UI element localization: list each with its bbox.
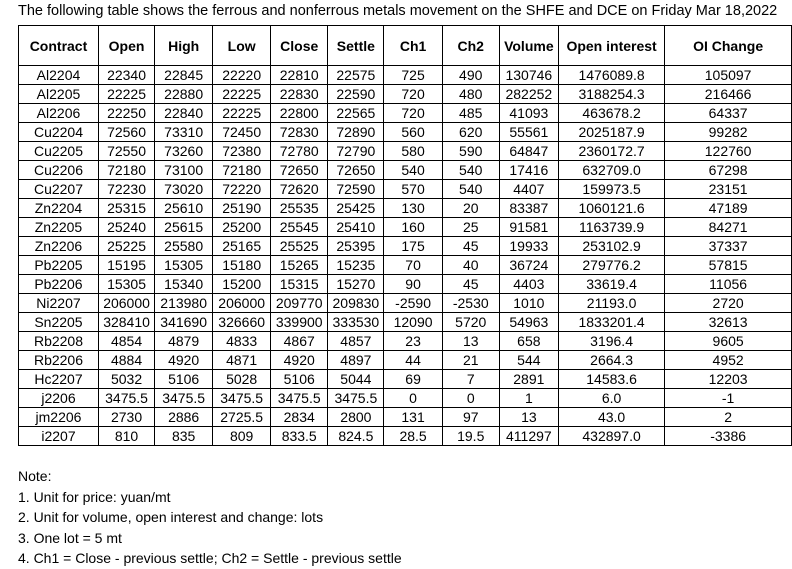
table-cell: 2834 — [271, 408, 328, 427]
column-header: Settle — [328, 26, 384, 66]
table-cell: 1833201.4 — [558, 313, 664, 332]
notes-section — [18, 466, 402, 569]
table-cell: 2725.5 — [213, 408, 271, 427]
table-cell: 72560 — [98, 123, 154, 142]
table-row — [19, 408, 792, 427]
table-cell: 72380 — [213, 142, 271, 161]
contract-cell: Al2204 — [19, 66, 99, 85]
table-cell: 22845 — [155, 66, 213, 85]
table-cell: 22830 — [271, 85, 328, 104]
table-cell: 4407 — [499, 180, 558, 199]
table-cell: 570 — [384, 180, 442, 199]
table-cell: 25410 — [328, 218, 384, 237]
table-cell: 2360172.7 — [558, 142, 664, 161]
table-cell: 73260 — [155, 142, 213, 161]
table-cell: 15305 — [155, 256, 213, 275]
table-cell: 72620 — [271, 180, 328, 199]
table-cell: 25315 — [98, 199, 154, 218]
table-row — [19, 218, 792, 237]
table-cell: 15200 — [213, 275, 271, 294]
table-cell: 2664.3 — [558, 351, 664, 370]
table-row — [19, 370, 792, 389]
table-cell: 2 — [665, 408, 792, 427]
table-cell: 1 — [499, 389, 558, 408]
table-cell: 12203 — [665, 370, 792, 389]
table-cell: 72550 — [98, 142, 154, 161]
table-cell: 159973.5 — [558, 180, 664, 199]
table-cell: 328410 — [98, 313, 154, 332]
table-cell: 37337 — [665, 237, 792, 256]
table-row — [19, 123, 792, 142]
table-cell: 544 — [499, 351, 558, 370]
table-cell: 23 — [384, 332, 442, 351]
table-cell: 54963 — [499, 313, 558, 332]
table-cell: 15195 — [98, 256, 154, 275]
table-cell: 216466 — [665, 85, 792, 104]
table-cell: 3475.5 — [155, 389, 213, 408]
table-cell: 25395 — [328, 237, 384, 256]
table-cell: 540 — [384, 161, 442, 180]
table-cell: 1163739.9 — [558, 218, 664, 237]
table-cell: 23151 — [665, 180, 792, 199]
table-cell: 2025187.9 — [558, 123, 664, 142]
table-cell: 25580 — [155, 237, 213, 256]
table-cell: 36724 — [499, 256, 558, 275]
contract-cell: Al2205 — [19, 85, 99, 104]
table-cell: 22220 — [213, 66, 271, 85]
table-cell: 55561 — [499, 123, 558, 142]
table-cell: 47189 — [665, 199, 792, 218]
table-cell: 480 — [442, 85, 499, 104]
table-cell: 67298 — [665, 161, 792, 180]
contract-cell: Zn2205 — [19, 218, 99, 237]
table-cell: 40 — [442, 256, 499, 275]
table-cell: 4403 — [499, 275, 558, 294]
table-cell: 835 — [155, 427, 213, 446]
table-cell: 432897.0 — [558, 427, 664, 446]
table-cell: 14583.6 — [558, 370, 664, 389]
contract-cell: Ni2207 — [19, 294, 99, 313]
table-cell: 2891 — [499, 370, 558, 389]
notes-heading: Note: — [18, 468, 52, 484]
table-cell: 72230 — [98, 180, 154, 199]
table-cell: 45 — [442, 237, 499, 256]
table-cell: 411297 — [499, 427, 558, 446]
table-cell: 84271 — [665, 218, 792, 237]
table-cell: 0 — [442, 389, 499, 408]
table-cell: 15315 — [271, 275, 328, 294]
table-cell: 4879 — [155, 332, 213, 351]
table-cell: 206000 — [98, 294, 154, 313]
table-cell: 5106 — [155, 370, 213, 389]
table-cell: 72590 — [328, 180, 384, 199]
table-cell: 45 — [442, 275, 499, 294]
contract-cell: j2206 — [19, 389, 99, 408]
column-header: Low — [213, 26, 271, 66]
table-cell: 22840 — [155, 104, 213, 123]
table-cell: 2800 — [328, 408, 384, 427]
table-cell: 28.5 — [384, 427, 442, 446]
contract-cell: Rb2206 — [19, 351, 99, 370]
table-cell: -1 — [665, 389, 792, 408]
table-cell: 3475.5 — [328, 389, 384, 408]
table-row — [19, 275, 792, 294]
table-cell: 282252 — [499, 85, 558, 104]
contract-cell: Zn2206 — [19, 237, 99, 256]
table-cell: 25190 — [213, 199, 271, 218]
table-cell: 2720 — [665, 294, 792, 313]
table-cell: 463678.2 — [558, 104, 664, 123]
table-cell: 13 — [442, 332, 499, 351]
table-cell: 131 — [384, 408, 442, 427]
table-cell: 73020 — [155, 180, 213, 199]
table-cell: 25525 — [271, 237, 328, 256]
table-cell: 175 — [384, 237, 442, 256]
table-cell: 11056 — [665, 275, 792, 294]
table-cell: 341690 — [155, 313, 213, 332]
table-cell: 810 — [98, 427, 154, 446]
table-cell: 3475.5 — [213, 389, 271, 408]
table-cell: 25240 — [98, 218, 154, 237]
table-cell: 99282 — [665, 123, 792, 142]
table-cell: 4920 — [271, 351, 328, 370]
table-cell: 25545 — [271, 218, 328, 237]
table-cell: 560 — [384, 123, 442, 142]
contract-cell: Cu2204 — [19, 123, 99, 142]
table-cell: 44 — [384, 351, 442, 370]
table-cell: 72890 — [328, 123, 384, 142]
contract-cell: Hc2207 — [19, 370, 99, 389]
table-cell: 22590 — [328, 85, 384, 104]
table-cell: 485 — [442, 104, 499, 123]
table-cell: 490 — [442, 66, 499, 85]
contract-cell: Zn2204 — [19, 199, 99, 218]
table-cell: 22225 — [98, 85, 154, 104]
contract-cell: Cu2206 — [19, 161, 99, 180]
table-cell: 339900 — [271, 313, 328, 332]
table-cell: 73310 — [155, 123, 213, 142]
table-row — [19, 294, 792, 313]
table-cell: 809 — [213, 427, 271, 446]
table-cell: 122760 — [665, 142, 792, 161]
table-cell: 72780 — [271, 142, 328, 161]
table-cell: 33619.4 — [558, 275, 664, 294]
table-cell: 19933 — [499, 237, 558, 256]
table-cell: 3475.5 — [98, 389, 154, 408]
document-title: The following table shows the ferrous and nonferrous metals movement on the SHFE and DCE on Friday Mar 18,2022 — [18, 3, 778, 19]
table-cell: 21 — [442, 351, 499, 370]
table-cell: 130746 — [499, 66, 558, 85]
table-cell: 253102.9 — [558, 237, 664, 256]
table-cell: 25200 — [213, 218, 271, 237]
table-cell: -3386 — [665, 427, 792, 446]
table-cell: 4871 — [213, 351, 271, 370]
table-cell: 25425 — [328, 199, 384, 218]
table-row — [19, 313, 792, 332]
table-cell: 15180 — [213, 256, 271, 275]
table-cell: 333530 — [328, 313, 384, 332]
table-cell: 130 — [384, 199, 442, 218]
table-cell: 64847 — [499, 142, 558, 161]
table-cell: 7 — [442, 370, 499, 389]
table-cell: 13 — [499, 408, 558, 427]
table-cell: 22800 — [271, 104, 328, 123]
column-header: Ch2 — [442, 26, 499, 66]
column-header: Open interest — [558, 26, 664, 66]
table-cell: 209770 — [271, 294, 328, 313]
table-cell: 590 — [442, 142, 499, 161]
column-header: Volume — [499, 26, 558, 66]
table-row — [19, 142, 792, 161]
table-cell: 2886 — [155, 408, 213, 427]
table-cell: 206000 — [213, 294, 271, 313]
table-row — [19, 256, 792, 275]
table-cell: 25225 — [98, 237, 154, 256]
table-row — [19, 389, 792, 408]
contract-cell: Cu2205 — [19, 142, 99, 161]
table-cell: 3196.4 — [558, 332, 664, 351]
table-cell: 22565 — [328, 104, 384, 123]
note-item: 3. One lot = 5 mt — [18, 529, 122, 546]
table-row — [19, 104, 792, 123]
table-cell: 824.5 — [328, 427, 384, 446]
column-header: Ch1 — [384, 26, 442, 66]
table-cell: 4897 — [328, 351, 384, 370]
table-cell: 91581 — [499, 218, 558, 237]
table-cell: 3475.5 — [271, 389, 328, 408]
table-cell: 15265 — [271, 256, 328, 275]
table-cell: 32613 — [665, 313, 792, 332]
table-cell: 9605 — [665, 332, 792, 351]
table-cell: 4884 — [98, 351, 154, 370]
table-row — [19, 427, 792, 446]
table-cell: 70 — [384, 256, 442, 275]
table-cell: 90 — [384, 275, 442, 294]
table-cell: 15305 — [98, 275, 154, 294]
table-cell: 72180 — [213, 161, 271, 180]
table-cell: 720 — [384, 85, 442, 104]
table-cell: 720 — [384, 104, 442, 123]
table-cell: 1476089.8 — [558, 66, 664, 85]
table-cell: 72180 — [98, 161, 154, 180]
note-item: 2. Unit for volume, open interest and change: lots — [18, 509, 324, 525]
table-row — [19, 85, 792, 104]
table-cell: 632709.0 — [558, 161, 664, 180]
table-cell: 72650 — [271, 161, 328, 180]
table-cell: 22225 — [213, 85, 271, 104]
table-cell: 15270 — [328, 275, 384, 294]
table-cell: 72830 — [271, 123, 328, 142]
column-header: Open — [98, 26, 154, 66]
table-cell: 25165 — [213, 237, 271, 256]
table-cell: 20 — [442, 199, 499, 218]
table-cell: 4854 — [98, 332, 154, 351]
table-cell: 725 — [384, 66, 442, 85]
table-cell: 22880 — [155, 85, 213, 104]
column-header: High — [155, 26, 213, 66]
table-cell: 5720 — [442, 313, 499, 332]
table-row — [19, 199, 792, 218]
column-header: Close — [271, 26, 328, 66]
table-cell: 43.0 — [558, 408, 664, 427]
table-cell: 6.0 — [558, 389, 664, 408]
contract-cell: i2207 — [19, 427, 99, 446]
table-cell: 21193.0 — [558, 294, 664, 313]
table-cell: 22225 — [213, 104, 271, 123]
table-cell: 4920 — [155, 351, 213, 370]
table-cell: 105097 — [665, 66, 792, 85]
table-cell: 2730 — [98, 408, 154, 427]
contract-cell: Pb2205 — [19, 256, 99, 275]
table-cell: 72220 — [213, 180, 271, 199]
table-cell: 5106 — [271, 370, 328, 389]
table-cell: 4867 — [271, 332, 328, 351]
table-cell: 69 — [384, 370, 442, 389]
table-cell: 64337 — [665, 104, 792, 123]
table-cell: 72650 — [328, 161, 384, 180]
table-row — [19, 161, 792, 180]
contract-cell: Pb2206 — [19, 275, 99, 294]
table-cell: 160 — [384, 218, 442, 237]
table-cell: 41093 — [499, 104, 558, 123]
table-cell: -2590 — [384, 294, 442, 313]
table-cell: 17416 — [499, 161, 558, 180]
table-cell: 540 — [442, 180, 499, 199]
table-cell: 209830 — [328, 294, 384, 313]
table-cell: 72790 — [328, 142, 384, 161]
table-cell: 22810 — [271, 66, 328, 85]
table-cell: 540 — [442, 161, 499, 180]
column-header: Contract — [19, 26, 99, 66]
metals-table — [18, 25, 792, 446]
table-cell: 4833 — [213, 332, 271, 351]
table-cell: 97 — [442, 408, 499, 427]
table-cell: 25615 — [155, 218, 213, 237]
table-header-row — [19, 26, 792, 66]
table-row — [19, 66, 792, 85]
table-cell: -2530 — [442, 294, 499, 313]
contract-cell: Al2206 — [19, 104, 99, 123]
table-cell: 326660 — [213, 313, 271, 332]
contract-cell: Cu2207 — [19, 180, 99, 199]
table-cell: 22575 — [328, 66, 384, 85]
table-cell: 25535 — [271, 199, 328, 218]
table-cell: 15340 — [155, 275, 213, 294]
table-row — [19, 351, 792, 370]
table-cell: 5028 — [213, 370, 271, 389]
table-cell: 279776.2 — [558, 256, 664, 275]
table-cell: 73100 — [155, 161, 213, 180]
table-cell: 3188254.3 — [558, 85, 664, 104]
table-cell: 25 — [442, 218, 499, 237]
table-row — [19, 180, 792, 199]
table-cell: 22250 — [98, 104, 154, 123]
table-cell: 57815 — [665, 256, 792, 275]
note-item: 1. Unit for price: yuan/mt — [18, 488, 171, 505]
table-cell: 12090 — [384, 313, 442, 332]
table-cell: 15235 — [328, 256, 384, 275]
contract-cell: Rb2208 — [19, 332, 99, 351]
table-cell: 580 — [384, 142, 442, 161]
table-cell: 658 — [499, 332, 558, 351]
table-cell: 1010 — [499, 294, 558, 313]
table-cell: 5032 — [98, 370, 154, 389]
table-cell: 213980 — [155, 294, 213, 313]
table-cell: 4952 — [665, 351, 792, 370]
table-cell: 1060121.6 — [558, 199, 664, 218]
table-cell: 620 — [442, 123, 499, 142]
table-cell: 25610 — [155, 199, 213, 218]
table-cell: 4857 — [328, 332, 384, 351]
table-cell: 72450 — [213, 123, 271, 142]
table-cell: 0 — [384, 389, 442, 408]
column-header: OI Change — [665, 26, 792, 66]
table-row — [19, 332, 792, 351]
table-cell: 22340 — [98, 66, 154, 85]
table-cell: 83387 — [499, 199, 558, 218]
contract-cell: jm2206 — [19, 408, 99, 427]
note-item: 4. Ch1 = Close - previous settle; Ch2 = Settle - previous settle — [18, 550, 402, 566]
table-cell: 833.5 — [271, 427, 328, 446]
table-cell: 19.5 — [442, 427, 499, 446]
table-body — [19, 66, 792, 446]
table-row — [19, 237, 792, 256]
table-cell: 5044 — [328, 370, 384, 389]
contract-cell: Sn2205 — [19, 313, 99, 332]
